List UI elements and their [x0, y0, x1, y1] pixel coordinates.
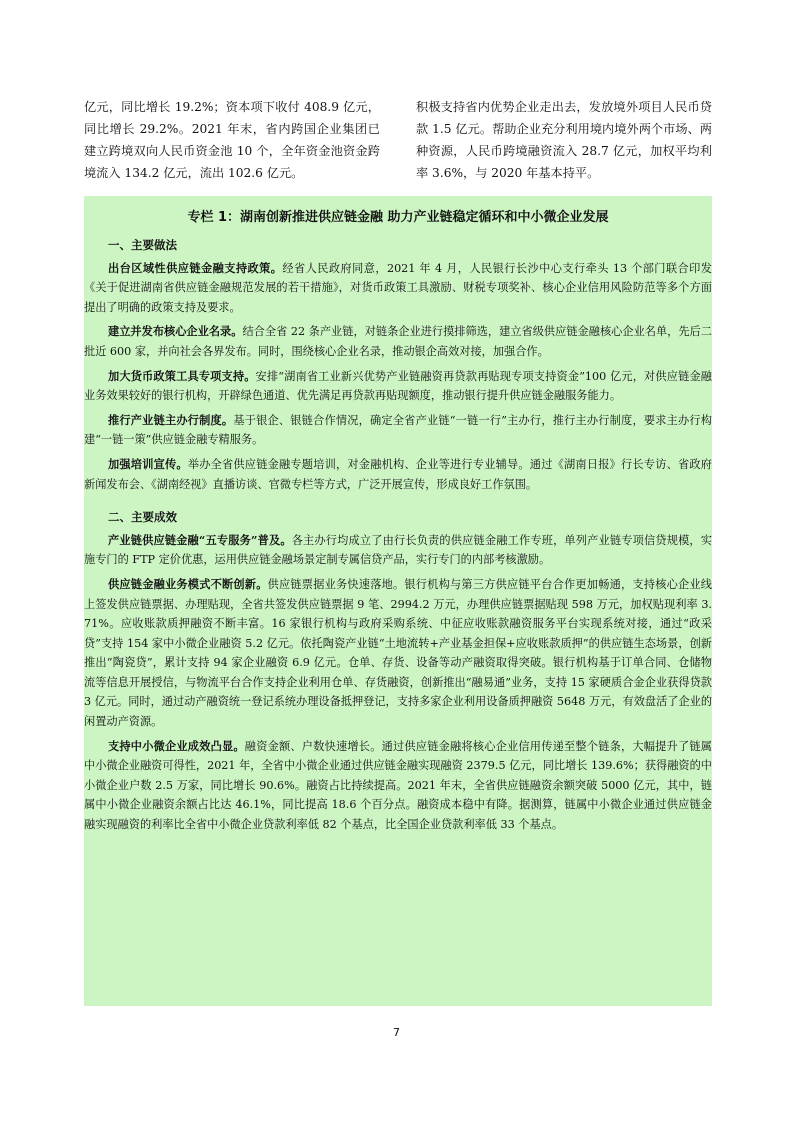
two-column-text: [84, 96, 712, 180]
paragraph-lead: 出台区域性供应链金融支持政策。: [108, 260, 283, 275]
paragraph-lead: 加强培训宣传。: [108, 456, 188, 471]
paragraph-lead: 支持中小微企业成效凸显。: [108, 738, 245, 753]
paragraph-body: 基于银企、银链合作情况，确定全省产业链“一链一行”主办行，推行主办行制度，要求主办行构建“一链一策”供应链金融专精服务。: [84, 413, 712, 447]
paragraph-lead: 建立并发布核心企业名录。: [108, 324, 243, 339]
paragraph-body: 供应链票据业务快速落地。银行机构与第三方供应链平台合作更加畅通，支持核心企业线上签发供应链票据、办理贴现，全省共签发供应链票据 9 笔、2994.2 万元，办理供应链票据贴现 598 万元，加权贴现利率 3.71%。应收账款质押融资不断丰富。16 家银行机构与政府采购系统、中征应收账款融资服务平台实现系统对接，通过“政采贷”支持 154 家中小微企业融资 5.2 亿元。依托陶瓷产业链“土地流转+产业基金担保+应收账款质押”的供应链生态场景，创新推出“陶瓷贷”，累计支持 94 家企业融资 6.9 亿元。仓单、存货、设备等动产融资取得突破。银行机构基于订单合同、仓储物流等信息开展授信，与物流平台合作支持企业利用仓单、存货融资，创新推出“融易通”业务，支持 15 家硬质合金企业获得贷款 3 亿元。同时，通过动产融资统一登记系统办理设备抵押登记，支持多家企业利用设备质押融资 5648 万元，有效盘活了企业的闲置动产资源。: [84, 577, 713, 729]
paragraph: [84, 322, 712, 361]
section-heading-results: 二、主要成效: [108, 510, 177, 525]
paragraph: [84, 367, 712, 406]
paragraph-lead: 产业链供应链金融“五专服务”普及。: [108, 532, 292, 547]
right-column: [416, 96, 712, 184]
paragraph: [84, 411, 712, 450]
feature-box: [84, 196, 712, 1006]
section-heading-practices: 一、主要做法: [108, 238, 177, 252]
paragraph-body: 结合全省 22 条产业链，对链条企业进行摸排筛选，建立省级供应链金融核心企业名单，先后二批近 600 家，并向社会各界发布。同时，围绕核心企业名录，推动银企高效对接，加强合作。: [84, 325, 712, 358]
paragraph: [84, 737, 712, 835]
left-column-text: 亿元，同比增长 19.2%；资本项下收付 408.9 亿元，同比增长 29.2%。2021 年末，省内跨国企业集团已建立跨境双向人民币资金池 10 个，全年资金池资金跨境流入 134.2 亿元，流出 102.6 亿元。: [84, 100, 380, 180]
paragraph-body: 各主办行均成立了由行长负责的供应链金融工作专班，单列产业链专项信贷规模，实施专门的 FTP 定价优惠，运用供应链金融场景定制专属信贷产品，实行专门的内部考核激励。: [84, 533, 712, 567]
feature-box-title: 专栏 1：湖南创新推进供应链金融 助力产业链稳定循环和中小微企业发展: [187, 210, 609, 225]
paragraph-lead: 推行产业链主办行制度。: [108, 412, 234, 427]
paragraph-body: 融资金额、户数快速增长。通过供应链金融将核心企业信用传递至整个链条，大幅提升了链属中小微企业融资可得性，2021 年，全省中小微企业通过供应链金融实现融资 2379.5 亿元，同比增长 139.6%；获得融资的中小微企业户数 2.5 万家，同比增长 90.6%。融资占比持续提高。2021 年末，全省供应链融资余额突破 5000 亿元，其中，链属中小微企业融资余额占比达 46.1%，同比提高 18.6 个百分点。融资成本稳中有降。据测算，链属中小微企业通过供应链金融实现融资的利率比全省中小微企业贷款利率低 82 个基点，比全国企业贷款利率低 33 个基点。: [84, 739, 712, 832]
paragraph-body: 经省人民政府同意，2021 年 4 月，人民银行长沙中心支行牵头 13 个部门联合印发《关于促进湖南省供应链金融规范发展的若干措施》，对货币政策工具激励、财税专项奖补、核心企业信用风险防范等多个方面提出了明确的政策支持及要求。: [84, 261, 712, 314]
paragraph-lead: 供应链金融业务模式不断创新。: [108, 576, 268, 591]
paragraph-lead: 加大货币政策工具专项支持。: [108, 368, 256, 383]
paragraph: [84, 259, 712, 318]
page-number: 7: [393, 1026, 400, 1039]
paragraph-body: 举办全省供应链金融专题培训，对金融机构、企业等进行专业辅导。通过《湖南日报》行长专访、省政府新闻发布会、《湖南经视》直播访谈、官微专栏等方式，广泛开展宣传，形成良好工作氛围。: [84, 457, 712, 491]
paragraph: [84, 455, 712, 494]
paragraph: [84, 575, 712, 732]
feature-box-body: [84, 236, 712, 840]
paragraph-body: 安排“湖南省工业新兴优势产业链融资再贷款再贴现专项支持资金”100 亿元，对供应链金融业务效果较好的银行机构，开辟绿色通道、优先满足再贷款再贴现额度，推动银行提升供应链金融服务能力。: [84, 369, 712, 403]
left-column: [84, 96, 380, 184]
right-column-text: 积极支持省内优势企业走出去，发放境外项目人民币贷款 1.5 亿元。帮助企业充分利用境内境外两个市场、两种资源，人民币跨境融资流入 28.7 亿元，加权平均利率 3.6%，与 2020 年基本持平。: [416, 100, 712, 180]
paragraph: [84, 531, 712, 570]
